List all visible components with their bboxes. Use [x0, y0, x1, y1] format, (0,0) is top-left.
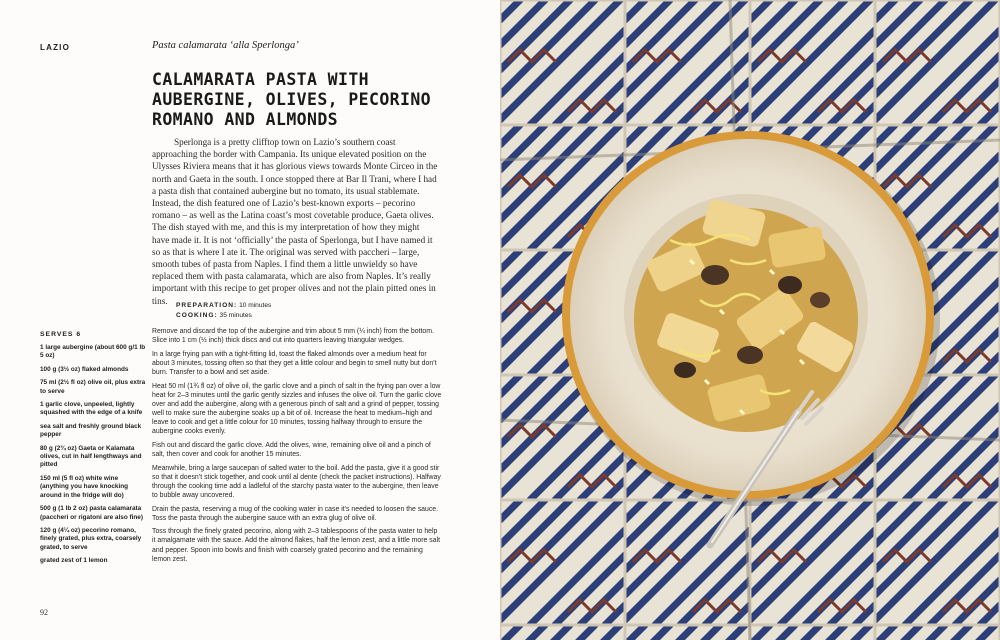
serves-heading: SERVES 6	[40, 331, 82, 338]
cooking-label: COOKING:	[176, 312, 218, 319]
ingredient-item: grated zest of 1 lemon	[40, 557, 108, 565]
ingredient-item: 120 g (4¼ oz) pecorino romano, finely grated, plus extra, coarsely grated, to serve	[40, 526, 142, 551]
pasta-plate-photo	[500, 0, 1000, 640]
ingredient-item: sea salt and freshly ground black pepper	[40, 422, 142, 439]
method-step: Fish out and discard the garlic clove. Add the olives, wine, remaining olive oil and a pinch of salt, then cover and cook for another 15 minutes.	[152, 441, 431, 458]
photo-illustration	[500, 0, 1000, 640]
cooking-time	[176, 311, 271, 321]
preparation-value: 10 minutes	[239, 302, 272, 309]
ingredient-item: 150 ml (5 fl oz) white wine (anything you have knocking around in the fridge will do)	[40, 474, 129, 499]
method-step: Meanwhile, bring a large saucepan of salted water to the boil. Add the pasta, give it a good stir so that it doesn’t stick together, and cook until al dente (check the packet instructions). Halfway through the cooking time add a ladleful of the starchy pasta water to the aubergine, then leave to bubble away uncovered.	[152, 464, 441, 499]
ingredient-item: 1 large aubergine (about 600 g/1 lb 5 oz)	[40, 344, 146, 360]
method-step: Remove and discard the top of the aubergine and trim about 5 mm (¼ inch) from the bottom. Slice into 1 cm (½ inch) thick discs and cut into quarters leaving triangular wedges.	[152, 328, 434, 345]
method-step: In a large frying pan with a tight-fitting lid, toast the flaked almonds over a medium heat for about 3 minutes, tossing often so that they get a little colour and begin to smell nutty but don’t burn. Transfer to a bowl and set aside.	[152, 350, 437, 376]
preparation-label: PREPARATION:	[176, 302, 238, 309]
method-step: Toss through the finely grated pecorino, along with 2–3 tablespoons of the pasta water to help it amalgamate with the sauce. Add the almond flakes, half the lemon zest, and a little more salt and pepper. Spoon into bowls and finish with coarsely grated pecorino and the remaining lemon zest.	[152, 528, 441, 563]
cooking-value: 35 minutes	[219, 312, 252, 319]
ingredient-item: 75 ml (2½ fl oz) olive oil, plus extra to serve	[40, 379, 146, 395]
ingredient-item: 1 garlic clove, unpeeled, lightly squashed with the edge of a knife	[40, 401, 143, 417]
recipe-title: CALAMARATA PASTA WITH AUBERGINE, OLIVES, PECORINO ROMANO AND ALMONDS	[152, 70, 432, 129]
page-number: 92	[40, 608, 48, 617]
method-step: Heat 50 ml (1¾ fl oz) of olive oil, the garlic clove and a pinch of salt in the frying pan over a low heat for 2–3 minutes until the garlic gently sizzles and infuses the olive oil. Turn the garlic clove over and add the aubergine, along with a generous pinch of salt and a grind of pepper, tossing well to make sure the aubergine soaks up a bit of oil. Increase the heat to medium–high and leave to cook and get a little colour for 10 minutes, tossing halfway through to ensure the aubergine cooks evenly.	[152, 382, 442, 436]
preparation-time	[176, 301, 271, 311]
region-label: LAZIO	[40, 43, 70, 52]
method-step: Drain the pasta, reserving a mug of the cooking water in case it’s needed to loosen the sauce. Toss the pasta through the aubergine sauce with an extra glug of olive oil.	[152, 505, 439, 522]
timing-block	[176, 301, 271, 321]
recipe-intro: Sperlonga is a pretty clifftop town on Lazio’s southern coast approaching the border with Campania. Its unique elevated position on the Ulysses Riviera means that it has glorious views towards Monte Circeo in the north and Gaeta in the south. I once stopped there at Bar Il Trani, where I had a pasta dish that contained aubergine but no tomato, its usual stablemate. Instead, the dish featured one of Lazio’s best-known exports – pecorino romano – as well as the Latina coast’s most covetable produce, Gaeta olives. The dish stayed with me, and this is my interpretation of how they might have made it. It is not ‘officially’ the pasta of Sperlonga, but I have named it so as that is where I ate it. The original was served with paccheri – large, smooth tubes of pasta from Naples. I find them a little unwieldy so have replaced them with pasta calamarata, which are also from Naples. It’s really important with this recipe to get proper olives and not the plain pitted ones in tins.	[152, 137, 438, 306]
ingredient-list	[40, 344, 146, 571]
ingredient-item: 80 g (2¾ oz) Gaeta or Kalamata olives, cut in half lengthways and pitted	[40, 444, 142, 469]
method-steps	[152, 327, 442, 568]
recipe-italian-name: Pasta calamarata ‘alla Sperlonga’	[152, 40, 299, 51]
ingredient-item: 100 g (3½ oz) flaked almonds	[40, 365, 129, 373]
ingredient-item: 500 g (1 lb 2 oz) pasta calamarata (paccheri or rigatoni are also fine)	[40, 505, 143, 521]
